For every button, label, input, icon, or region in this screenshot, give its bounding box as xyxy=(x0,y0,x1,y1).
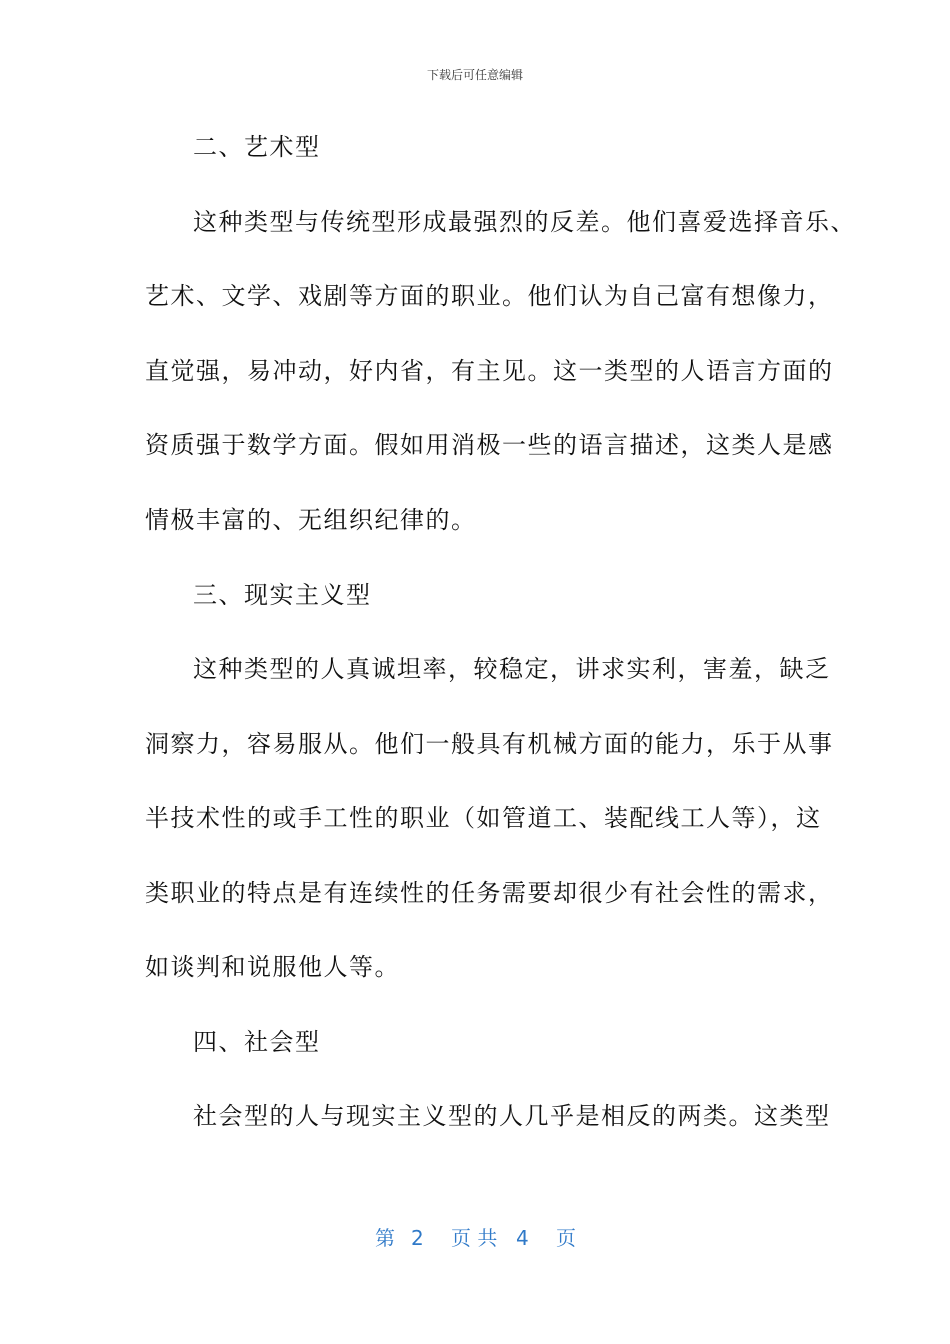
page-footer-suffix: 页 xyxy=(556,1226,576,1250)
paragraph-line: 直觉强，易冲动，好内省，有主见。这一类型的人语言方面的 xyxy=(145,357,834,385)
header-note: 下载后可任意编辑 xyxy=(426,68,523,82)
current-page-number: 2 xyxy=(411,1226,424,1250)
section-heading-social: 四、社会型 xyxy=(193,1028,321,1056)
page-footer-prefix: 第 xyxy=(375,1226,395,1250)
page-footer-middle: 页 共 xyxy=(451,1226,498,1250)
page-number-footer xyxy=(0,1226,950,1254)
paragraph-line: 洞察力，容易服从。他们一般具有机械方面的能力，乐于从事 xyxy=(145,730,834,758)
paragraph-line: 情极丰富的、无组织纪律的。 xyxy=(145,506,477,534)
section-heading-artistic: 二、艺术型 xyxy=(193,133,321,161)
paragraph-line: 社会型的人与现实主义型的人几乎是相反的两类。这类型 xyxy=(193,1102,831,1130)
paragraph-line: 半技术性的或手工性的职业（如管道工、装配线工人等），这 xyxy=(145,804,822,832)
paragraph-line: 艺术、文学、戏剧等方面的职业。他们认为自己富有想像力， xyxy=(145,282,834,310)
paragraph-line: 类职业的特点是有连续性的任务需要却很少有社会性的需求， xyxy=(145,879,834,907)
total-pages-number: 4 xyxy=(516,1226,529,1250)
section-heading-realistic: 三、现实主义型 xyxy=(193,581,372,609)
paragraph-line: 这种类型的人真诚坦率，较稳定，讲求实利，害羞，缺乏 xyxy=(193,655,831,683)
paragraph-line: 资质强于数学方面。假如用消极一些的语言描述，这类人是感 xyxy=(145,431,834,459)
paragraph-line: 这种类型与传统型形成最强烈的反差。他们喜爱选择音乐、 xyxy=(193,208,856,236)
paragraph-line: 如谈判和说服他人等。 xyxy=(145,953,400,981)
